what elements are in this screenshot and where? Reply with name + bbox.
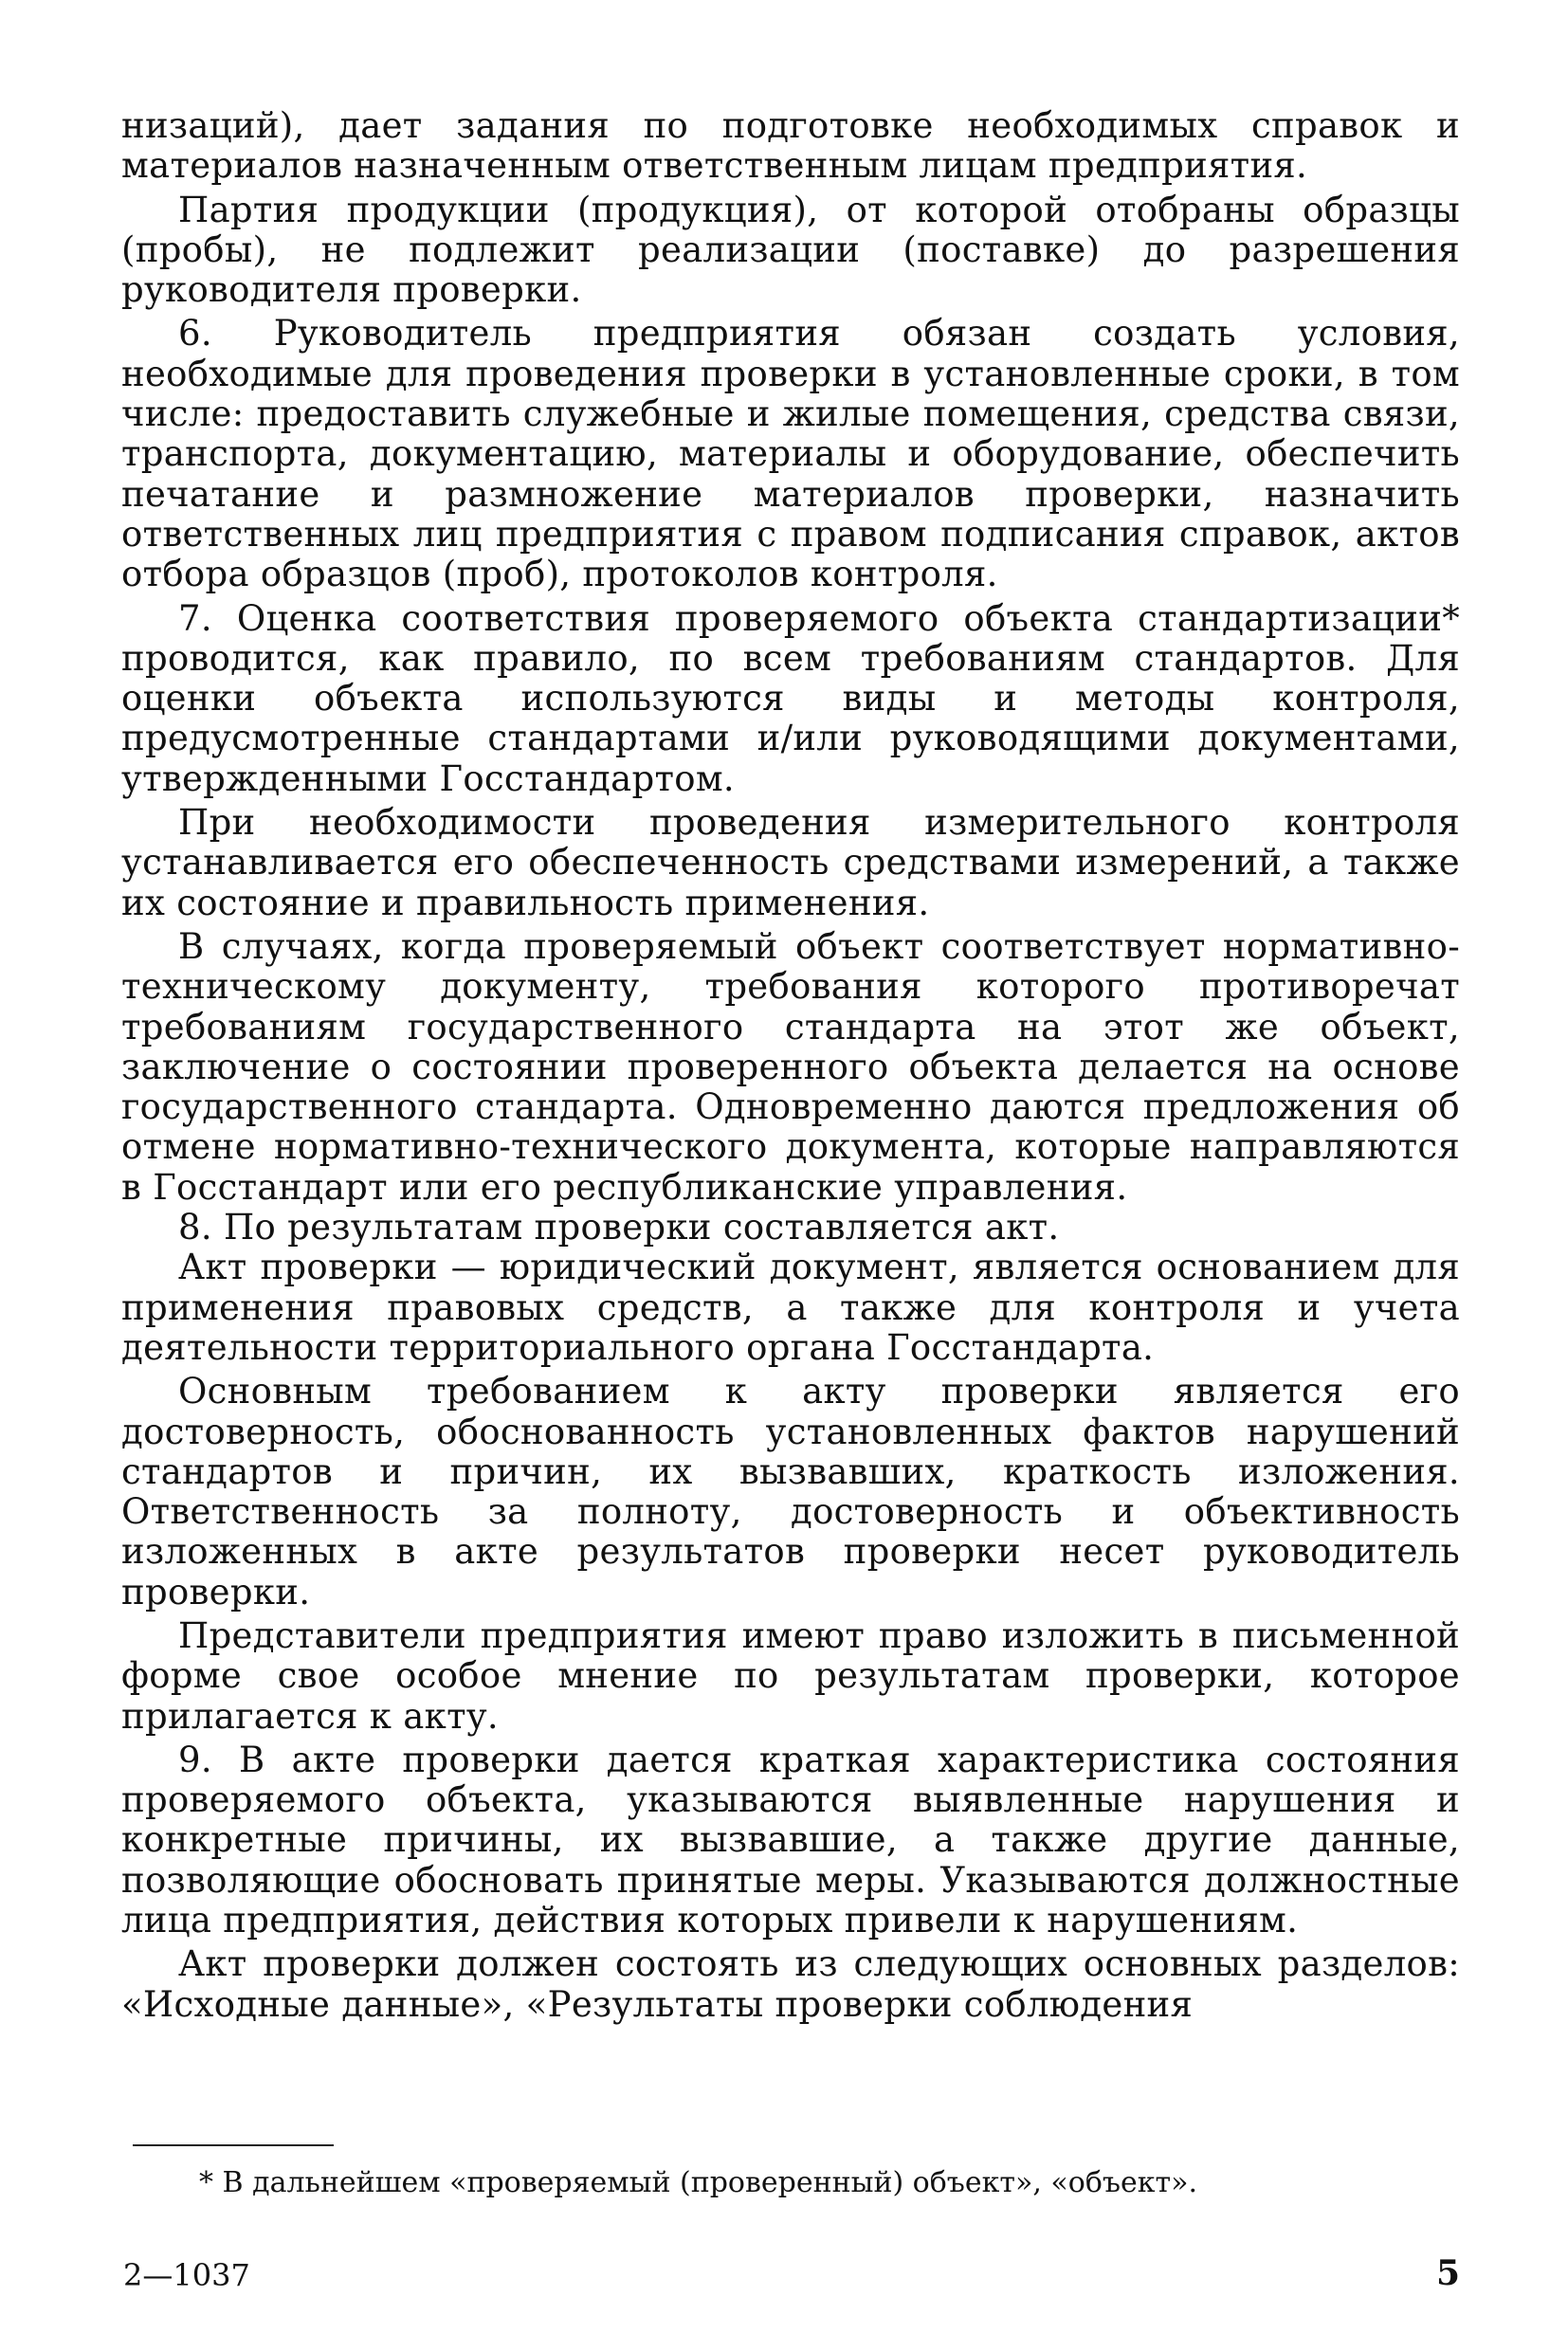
paragraph-continuation: низаций), дает задания по подготовке необходимых справок и материалов назначенным ответственным лицам предприятия. — [121, 105, 1460, 187]
footnote-divider — [133, 2144, 334, 2146]
paragraph-act-sections: Акт проверки должен состоять из следующих основных разделов: «Исходные данные», «Результаты проверки соблюдения — [121, 1943, 1460, 2025]
paragraph-product-batch: Партия продукции (продукция), от которой отобраны образцы (пробы), не подлежит реализации (поставке) до разрешения руководителя проверки. — [121, 189, 1460, 311]
paragraph-act-definition: Акт проверки — юридический документ, является основанием для применения правовых средств, а также для контроля и учета деятельности территориального органа Госстандарта. — [121, 1247, 1460, 1368]
paragraph-measurement-control: При необходимости проведения измерительного контроля устанавливается его обеспеченность средствами измерений, а также их состояние и правильность применения. — [121, 802, 1460, 923]
paragraph-conflict-cases: В случаях, когда проверяемый объект соответствует нормативно-техническому документу, требования которого противоречат требованиям государственного стандарта на этот же объект, заключение о состоянии проверенного объекта делается на основе государственного стандарта. Одновременно даются предложения об отмене нормативно-технического документа, которые направляются в Госстандарт или его республиканские управления. — [121, 925, 1460, 1208]
body-text — [121, 106, 1460, 2025]
paragraph-enterprise-opinion: Представители предприятия имеют право изложить в письменной форме свое особое мнение по результатам проверки, которое прилагается к акту. — [121, 1614, 1460, 1737]
page-number: 5 — [1435, 2253, 1460, 2293]
paragraph-item-6: 6. Руководитель предприятия обязан создать условия, необходимые для проведения проверки в установленные сроки, в том числе: предоставить служебные и жилые помещения, средства связи, транспорта, документацию, материалы и оборудование, обеспечить печатание и размножение материалов проверки, назначить ответственных лиц предприятия с правом подписания справок, актов отбора образцов (проб), протоколов контроля. — [121, 313, 1460, 595]
paragraph-item-8: 8. По результатам проверки составляется акт. — [178, 1207, 1060, 1248]
sheet-code: 2—1037 — [123, 2257, 250, 2293]
paragraph-item-9: 9. В акте проверки дается краткая характеристика состояния проверяемого объекта, указываются выявленные нарушения и конкретные причины, их вызвавшие, а также другие данные, позволяющие обосновать принятые меры. Указываются должностные лица предприятия, действия которых привели к нарушениям. — [121, 1739, 1460, 1941]
footnote: * В дальнейшем «проверяемый (проверенный) объект», «объект». — [199, 2166, 1197, 2199]
paragraph-act-requirements: Основным требованием к акту проверки является его достоверность, обоснованность установленных фактов нарушений стандартов и причин, их вызвавших, краткость изложения. Ответственность за полноту, достоверность и объективность изложенных в акте результатов проверки несет руководитель проверки. — [121, 1371, 1460, 1613]
paragraph-item-7: 7. Оценка соответствия проверяемого объекта стандартизации* проводится, как правило, по всем требованиям стандартов. Для оценки объекта используются виды и методы контроля, предусмотренные стандартами и/или руководящими документами, утвержденными Госстандартом. — [121, 597, 1460, 799]
